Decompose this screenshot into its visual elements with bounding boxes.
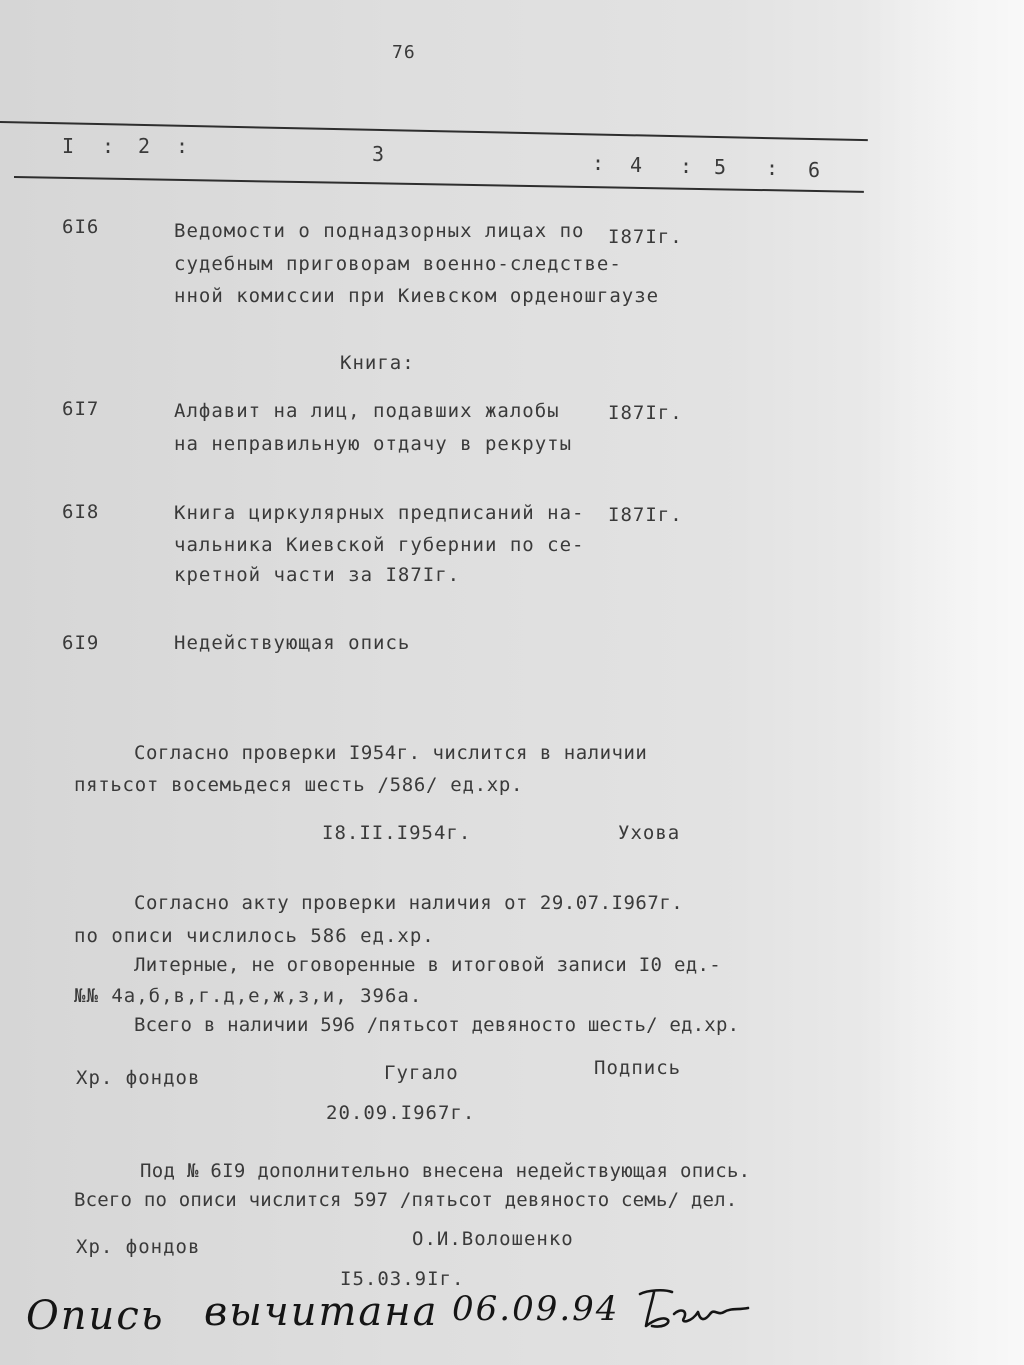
header-sep-1: : — [102, 134, 116, 158]
header-col-4: 4 — [630, 153, 644, 177]
header-col-3: 3 — [372, 142, 386, 166]
entry-title-line: Книга циркулярных предписаний на- — [174, 502, 585, 524]
check-name: О.И.Волошенко — [412, 1228, 574, 1250]
check-text-line: Всего по описи числится 597 /пятьсот девяносто семь/ дел. — [74, 1189, 738, 1211]
entry-number: 6I9 — [62, 632, 100, 654]
signature-label: Подпись — [594, 1057, 682, 1079]
check-name: Ухова — [618, 822, 681, 844]
header-col-2: 2 — [138, 134, 152, 158]
header-bottom-rule — [14, 176, 864, 193]
entry-year: I87Iг. — [608, 226, 683, 248]
entry-title-line: чальника Киевской губернии по се- — [174, 534, 585, 556]
header-sep-2: : — [176, 134, 190, 158]
check-date: I8.II.I954г. — [322, 822, 472, 844]
header-top-rule — [0, 121, 868, 141]
entry-title-line: Ведомости о поднадзорных лицах по — [174, 220, 585, 242]
header-sep-3: : — [592, 151, 606, 175]
check-text-line: по описи числилось 586 ед.хр. — [74, 925, 435, 947]
header-sep-5: : — [766, 156, 780, 180]
entry-title-line: кретной части за I87Iг. — [174, 564, 461, 586]
entry-number: 6I7 — [62, 398, 100, 420]
entry-title-line: Алфавит на лиц, подавших жалобы — [174, 400, 560, 422]
entry-title-line: Недействующая опись — [174, 632, 411, 654]
paper-fold-highlight — [860, 0, 1024, 1365]
check-name: Гугало — [384, 1062, 459, 1084]
entry-title-line: судебным приговорам военно-следстве- — [174, 253, 622, 275]
check-date: 20.09.I967г. — [326, 1102, 476, 1124]
header-col-5: 5 — [714, 155, 728, 179]
check-text-line: Всего в наличии 596 /пятьсот девяносто шесть/ ед.хр. — [134, 1014, 740, 1036]
header-sep-4: : — [680, 154, 694, 178]
section-heading: Книга: — [340, 352, 415, 374]
handwritten-date: 06.09.94 — [452, 1289, 620, 1329]
check-role: Хр. фондов — [76, 1236, 201, 1258]
check-role: Хр. фондов — [76, 1067, 201, 1089]
page-number: 76 — [392, 42, 416, 63]
entry-number: 6I8 — [62, 501, 100, 523]
entry-year: I87Iг. — [608, 504, 683, 526]
entry-number: 6I6 — [62, 216, 100, 238]
entry-title-line: на неправильную отдачу в рекруты — [174, 433, 573, 455]
check-text-line: Под № 6I9 дополнительно внесена недействующая опись. — [140, 1160, 751, 1182]
handwritten-word: вычитана — [204, 1289, 439, 1335]
check-text-line: Литерные, не оговоренные в итоговой записи I0 ед.- — [134, 954, 721, 976]
check-date: I5.03.9Iг. — [340, 1268, 465, 1290]
check-text-line: Согласно акту проверки наличия от 29.07.I967г. — [134, 892, 684, 914]
handwritten-word: Опись — [26, 1293, 165, 1339]
check-text-line: пятьсот восемьдеся шесть /586/ ед.хр. — [74, 774, 524, 796]
handwritten-signature — [634, 1286, 754, 1332]
check-text-line: Согласно проверки I954г. числится в наличии — [134, 742, 648, 764]
header-col-6: 6 — [808, 158, 822, 182]
entry-year: I87Iг. — [608, 402, 683, 424]
header-col-1: I — [62, 134, 76, 158]
check-text-line: №№ 4а,б,в,г.д,е,ж,з,и, 396а. — [74, 985, 423, 1007]
entry-title-line: нной комиссии при Киевском орденошгаузе — [174, 285, 660, 307]
